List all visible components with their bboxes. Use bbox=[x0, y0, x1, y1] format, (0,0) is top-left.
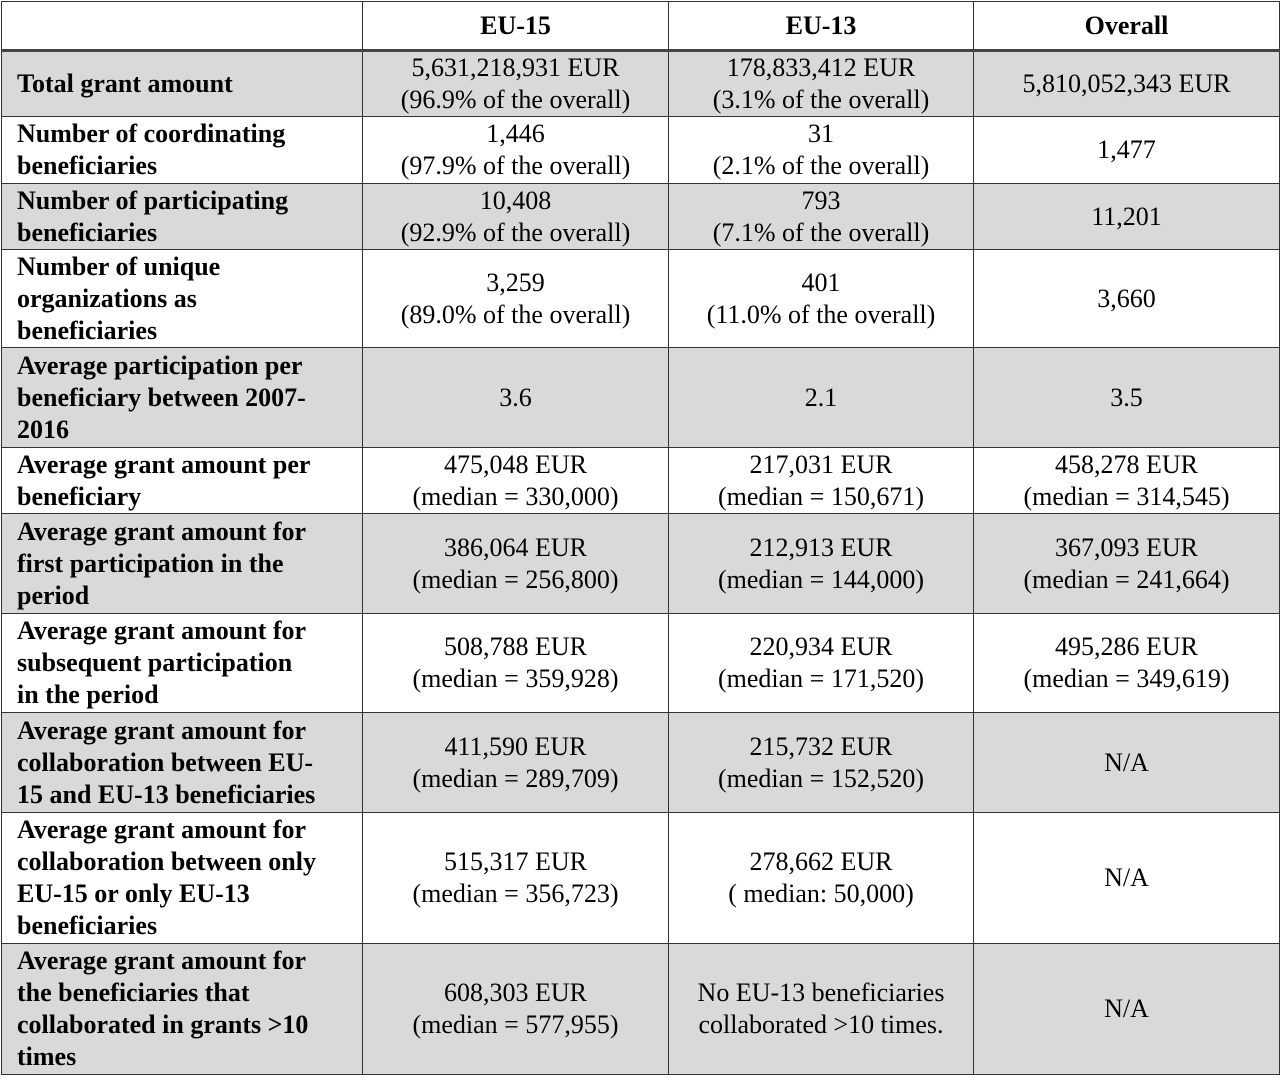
cell-overall-line: N/A bbox=[1104, 863, 1149, 892]
cell-overall-line: 3.5 bbox=[1110, 382, 1143, 412]
row-label-line: Total grant amount bbox=[17, 69, 233, 98]
table-row bbox=[2, 614, 1280, 713]
header-eu13: EU-13 bbox=[669, 2, 974, 51]
row-label-line: Average grant amount for bbox=[17, 715, 307, 745]
row-label-line: beneficiaries bbox=[17, 315, 158, 345]
cell-overall-line: (median = 241,664) bbox=[1023, 564, 1230, 594]
cell-eu13 bbox=[669, 448, 974, 514]
header-overall: Overall bbox=[974, 2, 1280, 51]
cell-eu13-line: 178,833,412 EUR bbox=[726, 53, 916, 82]
cell-eu15-line: (median = 289,709) bbox=[412, 763, 619, 793]
cell-eu15-line: 608,303 EUR bbox=[444, 978, 587, 1007]
cell-eu15-line: 508,788 EUR bbox=[444, 632, 587, 661]
cell-overall-line: N/A bbox=[1104, 747, 1149, 777]
row-label-line: Number of unique bbox=[17, 251, 221, 281]
row-label-line: Average grant amount per bbox=[17, 449, 311, 479]
row-label-line: subsequent participation bbox=[17, 648, 293, 677]
cell-eu15 bbox=[363, 813, 669, 944]
cell-eu13-line: (median = 144,000) bbox=[717, 564, 924, 594]
cell-overall bbox=[974, 713, 1280, 813]
row-label bbox=[2, 348, 363, 448]
cell-eu13 bbox=[669, 514, 974, 614]
cell-overall bbox=[974, 117, 1280, 184]
row-label-line: times bbox=[17, 1042, 77, 1071]
cell-overall bbox=[974, 944, 1280, 1075]
cell-overall bbox=[974, 250, 1280, 348]
row-label-line: first participation in the bbox=[17, 548, 284, 578]
cell-eu15-line: (96.9% of the overall) bbox=[400, 85, 631, 114]
cell-eu13 bbox=[669, 713, 974, 813]
row-label-line: 2016 bbox=[17, 414, 69, 444]
cell-overall-line: 1,477 bbox=[1097, 135, 1156, 164]
grant-statistics-table bbox=[1, 1, 1280, 1075]
cell-eu15 bbox=[363, 713, 669, 813]
row-label-line: collaboration between EU- bbox=[17, 747, 314, 777]
row-label-line: Average participation per bbox=[17, 350, 303, 380]
row-label-line: Average grant amount for bbox=[17, 616, 307, 645]
row-label-line: beneficiaries bbox=[17, 911, 158, 940]
table-row bbox=[2, 184, 1280, 250]
row-label-line: beneficiaries bbox=[17, 217, 158, 247]
cell-eu13-line: (median = 150,671) bbox=[717, 481, 924, 511]
row-label-line: Number of coordinating bbox=[17, 119, 286, 148]
cell-eu13-line: No EU-13 beneficiaries bbox=[697, 978, 945, 1007]
cell-eu15-line: 515,317 EUR bbox=[444, 847, 587, 876]
row-label-line: beneficiary bbox=[17, 481, 142, 511]
cell-eu13-line: 793 bbox=[801, 185, 841, 215]
cell-overall-line: N/A bbox=[1104, 994, 1149, 1023]
cell-eu13-line: 31 bbox=[808, 119, 834, 148]
cell-eu15-line: (median = 356,723) bbox=[412, 879, 619, 908]
table-row bbox=[2, 51, 1280, 117]
cell-eu15 bbox=[363, 250, 669, 348]
cell-eu15-line: 10,408 bbox=[479, 185, 552, 215]
row-label-line: organizations as bbox=[17, 283, 197, 313]
row-label bbox=[2, 184, 363, 250]
row-label bbox=[2, 813, 363, 944]
cell-eu15-line: 3.6 bbox=[499, 382, 532, 412]
row-label bbox=[2, 514, 363, 614]
cell-overall-line: 3,660 bbox=[1097, 283, 1156, 313]
cell-eu15-line: 1,446 bbox=[486, 119, 545, 148]
row-label-line: Number of participating bbox=[17, 185, 289, 215]
table-row bbox=[2, 250, 1280, 348]
cell-eu13 bbox=[669, 348, 974, 448]
cell-overall-line: (median = 314,545) bbox=[1023, 481, 1230, 511]
cell-eu13-line: (11.0% of the overall) bbox=[706, 299, 936, 329]
cell-eu15-line: 411,590 EUR bbox=[444, 731, 587, 761]
cell-eu15-line: (median = 359,928) bbox=[412, 664, 619, 693]
cell-eu13-line: 278,662 EUR bbox=[749, 847, 893, 876]
row-label-line: Average grant amount for bbox=[17, 946, 307, 975]
cell-eu15-line: (89.0% of the overall) bbox=[400, 299, 631, 329]
row-label-line: 15 and EU-13 beneficiaries bbox=[17, 779, 316, 809]
row-label bbox=[2, 448, 363, 514]
cell-overall bbox=[974, 51, 1280, 117]
cell-eu15 bbox=[363, 348, 669, 448]
cell-eu13-line: collaborated >10 times. bbox=[698, 1010, 944, 1039]
cell-overall-line: (median = 349,619) bbox=[1023, 664, 1230, 693]
cell-eu13-line: (median = 171,520) bbox=[717, 664, 924, 693]
cell-eu15-line: (median = 330,000) bbox=[412, 481, 619, 511]
cell-overall-line: 367,093 EUR bbox=[1055, 532, 1198, 562]
cell-eu15-line: (97.9% of the overall) bbox=[400, 151, 631, 180]
cell-eu13-line: 217,031 EUR bbox=[749, 449, 893, 479]
cell-eu13 bbox=[669, 813, 974, 944]
table-row bbox=[2, 813, 1280, 944]
cell-eu15 bbox=[363, 944, 669, 1075]
row-label-line: in the period bbox=[17, 680, 159, 709]
row-label-line: EU-15 or only EU-13 bbox=[17, 879, 250, 908]
row-label bbox=[2, 117, 363, 184]
cell-overall bbox=[974, 448, 1280, 514]
cell-eu15-line: 386,064 EUR bbox=[444, 532, 587, 562]
row-label-line: the beneficiaries that bbox=[17, 978, 250, 1007]
cell-eu15 bbox=[363, 448, 669, 514]
cell-overall-line: 458,278 EUR bbox=[1055, 449, 1198, 479]
table-row bbox=[2, 713, 1280, 813]
header-row bbox=[2, 2, 1280, 51]
row-label-line: period bbox=[17, 580, 90, 610]
table-row bbox=[2, 448, 1280, 514]
cell-eu15-line: (median = 577,955) bbox=[412, 1010, 619, 1039]
cell-eu13-line: 401 bbox=[801, 267, 841, 297]
cell-eu15 bbox=[363, 514, 669, 614]
cell-eu13 bbox=[669, 184, 974, 250]
row-label-line: beneficiaries bbox=[17, 151, 158, 180]
cell-overall-line: 11,201 bbox=[1091, 201, 1162, 231]
cell-eu13-line: 215,732 EUR bbox=[749, 731, 893, 761]
cell-eu13 bbox=[669, 614, 974, 713]
header-blank-cell bbox=[2, 2, 363, 51]
table-row bbox=[2, 348, 1280, 448]
cell-eu13-line: 2.1 bbox=[804, 382, 838, 412]
cell-eu13 bbox=[669, 117, 974, 184]
row-label-line: collaborated in grants >10 bbox=[17, 1010, 309, 1039]
table-row bbox=[2, 944, 1280, 1075]
cell-eu15-line: (median = 256,800) bbox=[412, 564, 619, 594]
cell-eu15 bbox=[363, 614, 669, 713]
cell-overall bbox=[974, 184, 1280, 250]
cell-overall bbox=[974, 514, 1280, 614]
cell-eu15-line: 5,631,218,931 EUR bbox=[411, 53, 620, 82]
cell-overall-line: 495,286 EUR bbox=[1055, 632, 1198, 661]
row-label bbox=[2, 713, 363, 813]
row-label-line: Average grant amount for bbox=[17, 815, 307, 844]
cell-eu13-line: 220,934 EUR bbox=[749, 632, 893, 661]
row-label bbox=[2, 614, 363, 713]
cell-eu13-line: (2.1% of the overall) bbox=[712, 151, 930, 180]
row-label bbox=[2, 51, 363, 117]
cell-overall bbox=[974, 813, 1280, 944]
row-label-line: beneficiary between 2007- bbox=[17, 382, 306, 412]
cell-eu15 bbox=[363, 184, 669, 250]
cell-eu13 bbox=[669, 250, 974, 348]
cell-eu15-line: (92.9% of the overall) bbox=[400, 217, 631, 247]
cell-eu13-line: 212,913 EUR bbox=[749, 532, 893, 562]
cell-eu13-line: (3.1% of the overall) bbox=[712, 85, 930, 114]
cell-eu15 bbox=[363, 117, 669, 184]
header-eu15: EU-15 bbox=[363, 2, 669, 51]
cell-eu13-line: (median = 152,520) bbox=[717, 763, 924, 793]
cell-eu15-line: 475,048 EUR bbox=[444, 449, 587, 479]
row-label bbox=[2, 944, 363, 1075]
cell-eu13-line: (7.1% of the overall) bbox=[712, 217, 930, 247]
table-body bbox=[2, 51, 1280, 1075]
cell-eu13 bbox=[669, 944, 974, 1075]
row-label-line: collaboration between only bbox=[17, 847, 316, 876]
cell-eu13-line: ( median: 50,000) bbox=[728, 879, 914, 908]
cell-eu15-line: 3,259 bbox=[486, 267, 545, 297]
cell-eu15 bbox=[363, 51, 669, 117]
row-label-line: Average grant amount for bbox=[17, 516, 307, 546]
table-row bbox=[2, 117, 1280, 184]
cell-overall bbox=[974, 348, 1280, 448]
row-label bbox=[2, 250, 363, 348]
cell-eu13 bbox=[669, 51, 974, 117]
table-row bbox=[2, 514, 1280, 614]
cell-overall-line: 5,810,052,343 EUR bbox=[1022, 69, 1231, 98]
cell-overall bbox=[974, 614, 1280, 713]
